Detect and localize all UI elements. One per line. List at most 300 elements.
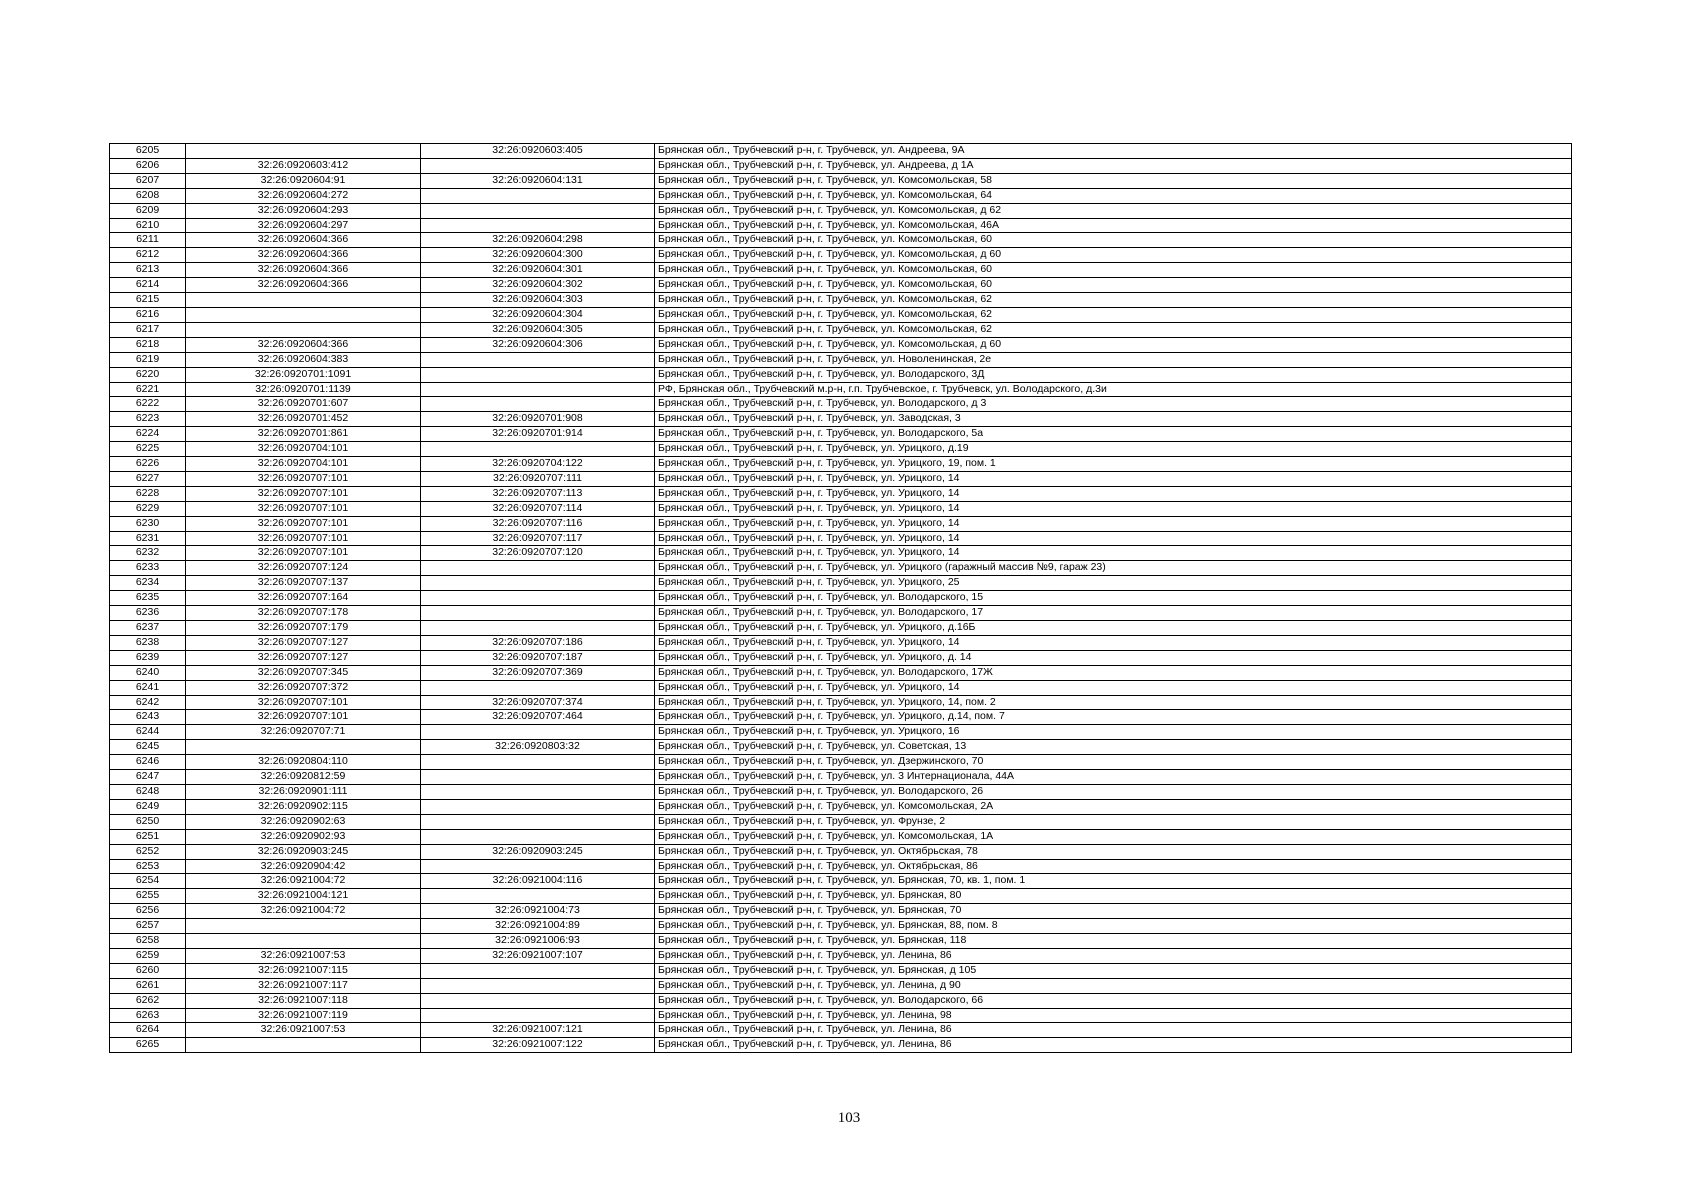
table-body bbox=[110, 144, 1572, 1053]
cadastral-number-cell: 32:26:0920707:101 bbox=[186, 695, 421, 710]
table-row bbox=[110, 948, 1572, 963]
linked-cadastral-number-cell bbox=[421, 859, 655, 874]
address-cell: Брянская обл., Трубчевский р-н, г. Трубчевск, ул. Комсомольская, 64 bbox=[655, 188, 1572, 203]
address-cell: Брянская обл., Трубчевский р-н, г. Трубчевск, ул. Урицкого, 25 bbox=[655, 576, 1572, 591]
row-number-cell: 6231 bbox=[110, 531, 186, 546]
address-cell: Брянская обл., Трубчевский р-н, г. Трубчевск, ул. Ленина, 98 bbox=[655, 1008, 1572, 1023]
linked-cadastral-number-cell: 32:26:0920701:908 bbox=[421, 412, 655, 427]
address-cell: Брянская обл., Трубчевский р-н, г. Трубчевск, ул. Урицкого, 14 bbox=[655, 531, 1572, 546]
address-cell: Брянская обл., Трубчевский р-н, г. Трубчевск, ул. Брянская, 70 bbox=[655, 904, 1572, 919]
address-cell: Брянская обл., Трубчевский р-н, г. Трубчевск, ул. Урицкого, 14 bbox=[655, 516, 1572, 531]
linked-cadastral-number-cell: 32:26:0920604:300 bbox=[421, 248, 655, 263]
linked-cadastral-number-cell bbox=[421, 829, 655, 844]
row-number-cell: 6236 bbox=[110, 606, 186, 621]
row-number-cell: 6245 bbox=[110, 740, 186, 755]
table-row bbox=[110, 650, 1572, 665]
row-number-cell: 6244 bbox=[110, 725, 186, 740]
row-number-cell: 6224 bbox=[110, 427, 186, 442]
cadastral-number-cell: 32:26:0920604:366 bbox=[186, 233, 421, 248]
address-cell: Брянская обл., Трубчевский р-н, г. Трубчевск, ул. Володарского, 17 bbox=[655, 606, 1572, 621]
cadastral-number-cell: 32:26:0920707:101 bbox=[186, 516, 421, 531]
row-number-cell: 6255 bbox=[110, 889, 186, 904]
linked-cadastral-number-cell: 32:26:0920707:374 bbox=[421, 695, 655, 710]
address-cell: Брянская обл., Трубчевский р-н, г. Трубчевск, ул. Фрунзе, 2 bbox=[655, 814, 1572, 829]
table-row bbox=[110, 516, 1572, 531]
row-number-cell: 6209 bbox=[110, 203, 186, 218]
cadastral-number-cell: 32:26:0920704:101 bbox=[186, 457, 421, 472]
cadastral-number-cell: 32:26:0920812:59 bbox=[186, 770, 421, 785]
linked-cadastral-number-cell: 32:26:0920604:131 bbox=[421, 173, 655, 188]
cadastral-number-cell: 32:26:0921007:53 bbox=[186, 1023, 421, 1038]
row-number-cell: 6219 bbox=[110, 352, 186, 367]
row-number-cell: 6235 bbox=[110, 591, 186, 606]
cadastral-number-cell: 32:26:0920604:272 bbox=[186, 188, 421, 203]
row-number-cell: 6221 bbox=[110, 382, 186, 397]
row-number-cell: 6223 bbox=[110, 412, 186, 427]
row-number-cell: 6243 bbox=[110, 710, 186, 725]
table-row bbox=[110, 814, 1572, 829]
table-row bbox=[110, 755, 1572, 770]
address-cell: Брянская обл., Трубчевский р-н, г. Трубчевск, ул. Комсомольская, д 60 bbox=[655, 337, 1572, 352]
cadastral-number-cell: 32:26:0920707:127 bbox=[186, 635, 421, 650]
cadastral-number-cell: 32:26:0920707:179 bbox=[186, 621, 421, 636]
row-number-cell: 6241 bbox=[110, 680, 186, 695]
address-cell: Брянская обл., Трубчевский р-н, г. Трубчевск, ул. Урицкого, 14, пом. 2 bbox=[655, 695, 1572, 710]
table-row bbox=[110, 591, 1572, 606]
cadastral-number-cell: 32:26:0920701:452 bbox=[186, 412, 421, 427]
cadastral-number-cell: 32:26:0921007:117 bbox=[186, 978, 421, 993]
cadastral-number-cell: 32:26:0920804:110 bbox=[186, 755, 421, 770]
table-row bbox=[110, 963, 1572, 978]
row-number-cell: 6216 bbox=[110, 307, 186, 322]
address-cell: Брянская обл., Трубчевский р-н, г. Трубчевск, ул. Комсомольская, 46А bbox=[655, 218, 1572, 233]
linked-cadastral-number-cell bbox=[421, 576, 655, 591]
table-row bbox=[110, 695, 1572, 710]
cadastral-number-cell: 32:26:0920707:101 bbox=[186, 486, 421, 501]
table-row bbox=[110, 606, 1572, 621]
cadastral-number-cell bbox=[186, 919, 421, 934]
address-cell: Брянская обл., Трубчевский р-н, г. Трубчевск, ул. Андреева, д 1А bbox=[655, 158, 1572, 173]
cadastral-number-cell: 32:26:0920604:366 bbox=[186, 278, 421, 293]
row-number-cell: 6238 bbox=[110, 635, 186, 650]
address-cell: Брянская обл., Трубчевский р-н, г. Трубчевск, ул. Володарского, 26 bbox=[655, 784, 1572, 799]
address-cell: Брянская обл., Трубчевский р-н, г. Трубчевск, ул. Советская, 13 bbox=[655, 740, 1572, 755]
table-row bbox=[110, 993, 1572, 1008]
cadastral-number-cell: 32:26:0921007:118 bbox=[186, 993, 421, 1008]
address-cell: Брянская обл., Трубчевский р-н, г. Трубчевск, ул. Урицкого, д.16Б bbox=[655, 621, 1572, 636]
linked-cadastral-number-cell: 32:26:0920903:245 bbox=[421, 844, 655, 859]
linked-cadastral-number-cell bbox=[421, 725, 655, 740]
cadastral-number-cell: 32:26:0920902:115 bbox=[186, 799, 421, 814]
cadastral-number-cell: 32:26:0920707:101 bbox=[186, 546, 421, 561]
row-number-cell: 6265 bbox=[110, 1038, 186, 1053]
linked-cadastral-number-cell: 32:26:0920604:303 bbox=[421, 293, 655, 308]
row-number-cell: 6213 bbox=[110, 263, 186, 278]
row-number-cell: 6215 bbox=[110, 293, 186, 308]
table-row bbox=[110, 337, 1572, 352]
row-number-cell: 6211 bbox=[110, 233, 186, 248]
linked-cadastral-number-cell: 32:26:0920604:298 bbox=[421, 233, 655, 248]
table-row bbox=[110, 278, 1572, 293]
address-cell: Брянская обл., Трубчевский р-н, г. Трубчевск, ул. Комсомольская, 60 bbox=[655, 263, 1572, 278]
linked-cadastral-number-cell: 32:26:0920707:117 bbox=[421, 531, 655, 546]
cadastral-number-cell: 32:26:0920701:1091 bbox=[186, 367, 421, 382]
address-cell: Брянская обл., Трубчевский р-н, г. Трубчевск, ул. Новоленинская, 2е bbox=[655, 352, 1572, 367]
cadastral-number-cell: 32:26:0920604:91 bbox=[186, 173, 421, 188]
row-number-cell: 6210 bbox=[110, 218, 186, 233]
address-cell: Брянская обл., Трубчевский р-н, г. Трубчевск, ул. Октябрьская, 86 bbox=[655, 859, 1572, 874]
table-row bbox=[110, 978, 1572, 993]
linked-cadastral-number-cell: 32:26:0920707:186 bbox=[421, 635, 655, 650]
address-cell: Брянская обл., Трубчевский р-н, г. Трубчевск, ул. 3 Интернационала, 44А bbox=[655, 770, 1572, 785]
linked-cadastral-number-cell: 32:26:0920604:305 bbox=[421, 322, 655, 337]
table-row bbox=[110, 188, 1572, 203]
cadastral-number-cell: 32:26:0920707:372 bbox=[186, 680, 421, 695]
address-cell: Брянская обл., Трубчевский р-н, г. Трубчевск, ул. Брянская, 80 bbox=[655, 889, 1572, 904]
address-cell: Брянская обл., Трубчевский р-н, г. Трубчевск, ул. Володарского, 17Ж bbox=[655, 665, 1572, 680]
address-cell: Брянская обл., Трубчевский р-н, г. Трубчевск, ул. Брянская, 88, пом. 8 bbox=[655, 919, 1572, 934]
cadastral-number-cell: 32:26:0920707:71 bbox=[186, 725, 421, 740]
address-cell: Брянская обл., Трубчевский р-н, г. Трубчевск, ул. Урицкого, 14 bbox=[655, 471, 1572, 486]
address-cell: Брянская обл., Трубчевский р-н, г. Трубчевск, ул. Комсомольская, 62 bbox=[655, 322, 1572, 337]
table-row bbox=[110, 844, 1572, 859]
row-number-cell: 6249 bbox=[110, 799, 186, 814]
row-number-cell: 6254 bbox=[110, 874, 186, 889]
table-row bbox=[110, 412, 1572, 427]
address-cell: Брянская обл., Трубчевский р-н, г. Трубчевск, ул. Брянская, 118 bbox=[655, 934, 1572, 949]
address-cell: Брянская обл., Трубчевский р-н, г. Трубчевск, ул. Володарского, 15 bbox=[655, 591, 1572, 606]
row-number-cell: 6214 bbox=[110, 278, 186, 293]
cadastral-number-cell bbox=[186, 322, 421, 337]
linked-cadastral-number-cell: 32:26:0920603:405 bbox=[421, 144, 655, 159]
cadastral-number-cell: 32:26:0921004:72 bbox=[186, 874, 421, 889]
linked-cadastral-number-cell bbox=[421, 621, 655, 636]
row-number-cell: 6225 bbox=[110, 442, 186, 457]
linked-cadastral-number-cell bbox=[421, 188, 655, 203]
linked-cadastral-number-cell: 32:26:0921006:93 bbox=[421, 934, 655, 949]
cadastral-number-cell: 32:26:0921007:53 bbox=[186, 948, 421, 963]
address-cell: Брянская обл., Трубчевский р-н, г. Трубчевск, ул. Комсомольская, 1А bbox=[655, 829, 1572, 844]
row-number-cell: 6220 bbox=[110, 367, 186, 382]
table-row bbox=[110, 367, 1572, 382]
address-cell: Брянская обл., Трубчевский р-н, г. Трубчевск, ул. Комсомольская, 58 bbox=[655, 173, 1572, 188]
cadastral-number-cell: 32:26:0920707:345 bbox=[186, 665, 421, 680]
row-number-cell: 6253 bbox=[110, 859, 186, 874]
cadastral-number-cell bbox=[186, 293, 421, 308]
linked-cadastral-number-cell bbox=[421, 680, 655, 695]
table-row bbox=[110, 1023, 1572, 1038]
row-number-cell: 6229 bbox=[110, 501, 186, 516]
address-cell: Брянская обл., Трубчевский р-н, г. Трубчевск, ул. Комсомольская, 62 bbox=[655, 293, 1572, 308]
cadastral-number-cell: 32:26:0920707:101 bbox=[186, 531, 421, 546]
address-cell: Брянская обл., Трубчевский р-н, г. Трубчевск, ул. Урицкого, 14 bbox=[655, 635, 1572, 650]
cadastral-number-cell: 32:26:0920707:101 bbox=[186, 710, 421, 725]
address-cell: Брянская обл., Трубчевский р-н, г. Трубчевск, ул. Урицкого, д.19 bbox=[655, 442, 1572, 457]
row-number-cell: 6252 bbox=[110, 844, 186, 859]
row-number-cell: 6240 bbox=[110, 665, 186, 680]
cadastral-number-cell: 32:26:0920707:124 bbox=[186, 561, 421, 576]
address-cell: Брянская обл., Трубчевский р-н, г. Трубчевск, ул. Комсомольская, 60 bbox=[655, 278, 1572, 293]
linked-cadastral-number-cell bbox=[421, 591, 655, 606]
table-row bbox=[110, 293, 1572, 308]
table-row bbox=[110, 397, 1572, 412]
cadastral-number-cell: 32:26:0920707:101 bbox=[186, 471, 421, 486]
address-cell: Брянская обл., Трубчевский р-н, г. Трубчевск, ул. Заводская, 3 bbox=[655, 412, 1572, 427]
cadastral-number-cell: 32:26:0920904:42 bbox=[186, 859, 421, 874]
cadastral-number-cell: 32:26:0920604:293 bbox=[186, 203, 421, 218]
address-cell: Брянская обл., Трубчевский р-н, г. Трубчевск, ул. Дзержинского, 70 bbox=[655, 755, 1572, 770]
address-cell: Брянская обл., Трубчевский р-н, г. Трубчевск, ул. Урицкого, д. 14 bbox=[655, 650, 1572, 665]
address-cell: Брянская обл., Трубчевский р-н, г. Трубчевск, ул. Ленина, 86 bbox=[655, 1023, 1572, 1038]
row-number-cell: 6226 bbox=[110, 457, 186, 472]
cadastral-number-cell: 32:26:0921004:121 bbox=[186, 889, 421, 904]
table-row bbox=[110, 740, 1572, 755]
linked-cadastral-number-cell: 32:26:0920707:187 bbox=[421, 650, 655, 665]
table-row bbox=[110, 1038, 1572, 1053]
table-row bbox=[110, 471, 1572, 486]
address-cell: Брянская обл., Трубчевский р-н, г. Трубчевск, ул. Володарского, 5а bbox=[655, 427, 1572, 442]
row-number-cell: 6232 bbox=[110, 546, 186, 561]
table-row bbox=[110, 352, 1572, 367]
address-cell: Брянская обл., Трубчевский р-н, г. Трубчевск, ул. Володарского, 3Д bbox=[655, 367, 1572, 382]
table-row bbox=[110, 322, 1572, 337]
table-row bbox=[110, 680, 1572, 695]
row-number-cell: 6261 bbox=[110, 978, 186, 993]
address-cell: Брянская обл., Трубчевский р-н, г. Трубчевск, ул. Брянская, 70, кв. 1, пом. 1 bbox=[655, 874, 1572, 889]
table-row bbox=[110, 203, 1572, 218]
row-number-cell: 6212 bbox=[110, 248, 186, 263]
row-number-cell: 6234 bbox=[110, 576, 186, 591]
cadastral-number-cell: 32:26:0920604:383 bbox=[186, 352, 421, 367]
cadastral-number-cell: 32:26:0920707:127 bbox=[186, 650, 421, 665]
address-cell: Брянская обл., Трубчевский р-н, г. Трубчевск, ул. Урицкого, 14 bbox=[655, 486, 1572, 501]
table-row bbox=[110, 501, 1572, 516]
table-row bbox=[110, 1008, 1572, 1023]
table-row bbox=[110, 531, 1572, 546]
cadastral-number-cell: 32:26:0920604:366 bbox=[186, 248, 421, 263]
linked-cadastral-number-cell bbox=[421, 442, 655, 457]
linked-cadastral-number-cell bbox=[421, 203, 655, 218]
linked-cadastral-number-cell: 32:26:0920707:116 bbox=[421, 516, 655, 531]
linked-cadastral-number-cell: 32:26:0920707:111 bbox=[421, 471, 655, 486]
cadastral-number-cell: 32:26:0921004:72 bbox=[186, 904, 421, 919]
row-number-cell: 6233 bbox=[110, 561, 186, 576]
row-number-cell: 6208 bbox=[110, 188, 186, 203]
address-cell: Брянская обл., Трубчевский р-н, г. Трубчевск, ул. Урицкого, 14 bbox=[655, 546, 1572, 561]
linked-cadastral-number-cell bbox=[421, 218, 655, 233]
cadastral-number-cell bbox=[186, 740, 421, 755]
cadastral-number-cell: 32:26:0920701:861 bbox=[186, 427, 421, 442]
row-number-cell: 6228 bbox=[110, 486, 186, 501]
linked-cadastral-number-cell: 32:26:0920707:464 bbox=[421, 710, 655, 725]
row-number-cell: 6257 bbox=[110, 919, 186, 934]
address-cell: Брянская обл., Трубчевский р-н, г. Трубчевск, ул. Комсомольская, 62 bbox=[655, 307, 1572, 322]
row-number-cell: 6205 bbox=[110, 144, 186, 159]
linked-cadastral-number-cell: 32:26:0920707:120 bbox=[421, 546, 655, 561]
cadastral-number-cell bbox=[186, 144, 421, 159]
address-cell: Брянская обл., Трубчевский р-н, г. Трубчевск, ул. Урицкого, д.14, пом. 7 bbox=[655, 710, 1572, 725]
address-cell: Брянская обл., Трубчевский р-н, г. Трубчевск, ул. Ленина, 86 bbox=[655, 948, 1572, 963]
cadastral-number-cell: 32:26:0920902:93 bbox=[186, 829, 421, 844]
table-row bbox=[110, 635, 1572, 650]
table-row bbox=[110, 904, 1572, 919]
table-row bbox=[110, 725, 1572, 740]
row-number-cell: 6258 bbox=[110, 934, 186, 949]
table-row bbox=[110, 889, 1572, 904]
row-number-cell: 6259 bbox=[110, 948, 186, 963]
address-cell: Брянская обл., Трубчевский р-н, г. Трубчевск, ул. Володарского, 66 bbox=[655, 993, 1572, 1008]
cadastral-number-cell bbox=[186, 307, 421, 322]
table-row bbox=[110, 546, 1572, 561]
linked-cadastral-number-cell bbox=[421, 770, 655, 785]
linked-cadastral-number-cell bbox=[421, 1008, 655, 1023]
address-cell: Брянская обл., Трубчевский р-н, г. Трубчевск, ул. Ленина, 86 bbox=[655, 1038, 1572, 1053]
linked-cadastral-number-cell bbox=[421, 606, 655, 621]
linked-cadastral-number-cell: 32:26:0920803:32 bbox=[421, 740, 655, 755]
linked-cadastral-number-cell: 32:26:0920707:369 bbox=[421, 665, 655, 680]
address-cell: Брянская обл., Трубчевский р-н, г. Трубчевск, ул. Урицкого, 14 bbox=[655, 680, 1572, 695]
property-registry-table bbox=[109, 143, 1572, 1053]
table-row bbox=[110, 457, 1572, 472]
table-row bbox=[110, 621, 1572, 636]
address-cell: РФ, Брянская обл., Трубчевский м.р-н, г.п. Трубчевское, г. Трубчевск, ул. Володарского, д.3и bbox=[655, 382, 1572, 397]
address-cell: Брянская обл., Трубчевский р-н, г. Трубчевск, ул. Комсомольская, д 62 bbox=[655, 203, 1572, 218]
linked-cadastral-number-cell bbox=[421, 963, 655, 978]
table-row bbox=[110, 233, 1572, 248]
cadastral-number-cell: 32:26:0920701:607 bbox=[186, 397, 421, 412]
table-row bbox=[110, 576, 1572, 591]
address-cell: Брянская обл., Трубчевский р-н, г. Трубчевск, ул. Брянская, д 105 bbox=[655, 963, 1572, 978]
linked-cadastral-number-cell bbox=[421, 978, 655, 993]
cadastral-number-cell: 32:26:0920707:137 bbox=[186, 576, 421, 591]
table-row bbox=[110, 486, 1572, 501]
row-number-cell: 6262 bbox=[110, 993, 186, 1008]
linked-cadastral-number-cell bbox=[421, 784, 655, 799]
linked-cadastral-number-cell bbox=[421, 367, 655, 382]
row-number-cell: 6250 bbox=[110, 814, 186, 829]
cadastral-number-cell: 32:26:0920701:1139 bbox=[186, 382, 421, 397]
address-cell: Брянская обл., Трубчевский р-н, г. Трубчевск, ул. Володарского, д 3 bbox=[655, 397, 1572, 412]
linked-cadastral-number-cell: 32:26:0921007:107 bbox=[421, 948, 655, 963]
cadastral-number-cell: 32:26:0920604:366 bbox=[186, 337, 421, 352]
table-row bbox=[110, 934, 1572, 949]
linked-cadastral-number-cell bbox=[421, 799, 655, 814]
linked-cadastral-number-cell: 32:26:0921004:116 bbox=[421, 874, 655, 889]
cadastral-number-cell: 32:26:0920707:164 bbox=[186, 591, 421, 606]
row-number-cell: 6242 bbox=[110, 695, 186, 710]
table-row bbox=[110, 859, 1572, 874]
row-number-cell: 6247 bbox=[110, 770, 186, 785]
address-cell: Брянская обл., Трубчевский р-н, г. Трубчевск, ул. Урицкого, 14 bbox=[655, 501, 1572, 516]
linked-cadastral-number-cell: 32:26:0920707:113 bbox=[421, 486, 655, 501]
table-row bbox=[110, 427, 1572, 442]
cadastral-number-cell: 32:26:0920903:245 bbox=[186, 844, 421, 859]
table-row bbox=[110, 561, 1572, 576]
linked-cadastral-number-cell: 32:26:0920604:304 bbox=[421, 307, 655, 322]
table-row bbox=[110, 770, 1572, 785]
cadastral-number-cell: 32:26:0920603:412 bbox=[186, 158, 421, 173]
table-row bbox=[110, 442, 1572, 457]
row-number-cell: 6218 bbox=[110, 337, 186, 352]
row-number-cell: 6230 bbox=[110, 516, 186, 531]
address-cell: Брянская обл., Трубчевский р-н, г. Трубчевск, ул. Урицкого, 16 bbox=[655, 725, 1572, 740]
address-cell: Брянская обл., Трубчевский р-н, г. Трубчевск, ул. Урицкого (гаражный массив №9, гараж 23) bbox=[655, 561, 1572, 576]
linked-cadastral-number-cell: 32:26:0920604:301 bbox=[421, 263, 655, 278]
address-cell: Брянская обл., Трубчевский р-н, г. Трубчевск, ул. Урицкого, 19, пом. 1 bbox=[655, 457, 1572, 472]
cadastral-number-cell: 32:26:0921007:119 bbox=[186, 1008, 421, 1023]
linked-cadastral-number-cell bbox=[421, 352, 655, 367]
row-number-cell: 6239 bbox=[110, 650, 186, 665]
table-row bbox=[110, 144, 1572, 159]
row-number-cell: 6248 bbox=[110, 784, 186, 799]
table-row bbox=[110, 799, 1572, 814]
linked-cadastral-number-cell bbox=[421, 397, 655, 412]
page-number: 103 bbox=[837, 1110, 861, 1126]
table-row bbox=[110, 665, 1572, 680]
address-cell: Брянская обл., Трубчевский р-н, г. Трубчевск, ул. Октябрьская, 78 bbox=[655, 844, 1572, 859]
address-cell: Брянская обл., Трубчевский р-н, г. Трубчевск, ул. Комсомольская, 2А bbox=[655, 799, 1572, 814]
address-cell: Брянская обл., Трубчевский р-н, г. Трубчевск, ул. Андреева, 9А bbox=[655, 144, 1572, 159]
row-number-cell: 6246 bbox=[110, 755, 186, 770]
linked-cadastral-number-cell: 32:26:0921007:122 bbox=[421, 1038, 655, 1053]
cadastral-number-cell: 32:26:0920902:63 bbox=[186, 814, 421, 829]
table-row bbox=[110, 248, 1572, 263]
table-row bbox=[110, 829, 1572, 844]
row-number-cell: 6217 bbox=[110, 322, 186, 337]
linked-cadastral-number-cell: 32:26:0921004:73 bbox=[421, 904, 655, 919]
linked-cadastral-number-cell bbox=[421, 755, 655, 770]
linked-cadastral-number-cell: 32:26:0920707:114 bbox=[421, 501, 655, 516]
cadastral-number-cell bbox=[186, 1038, 421, 1053]
row-number-cell: 6207 bbox=[110, 173, 186, 188]
address-cell: Брянская обл., Трубчевский р-н, г. Трубчевск, ул. Ленина, д 90 bbox=[655, 978, 1572, 993]
linked-cadastral-number-cell bbox=[421, 158, 655, 173]
table-row bbox=[110, 874, 1572, 889]
table-row bbox=[110, 218, 1572, 233]
linked-cadastral-number-cell: 32:26:0920701:914 bbox=[421, 427, 655, 442]
cadastral-number-cell: 32:26:0920604:297 bbox=[186, 218, 421, 233]
row-number-cell: 6237 bbox=[110, 621, 186, 636]
linked-cadastral-number-cell bbox=[421, 993, 655, 1008]
cadastral-number-cell: 32:26:0920704:101 bbox=[186, 442, 421, 457]
linked-cadastral-number-cell bbox=[421, 814, 655, 829]
table-row bbox=[110, 158, 1572, 173]
cadastral-number-cell bbox=[186, 934, 421, 949]
cadastral-number-cell: 32:26:0920604:366 bbox=[186, 263, 421, 278]
row-number-cell: 6264 bbox=[110, 1023, 186, 1038]
linked-cadastral-number-cell bbox=[421, 561, 655, 576]
row-number-cell: 6222 bbox=[110, 397, 186, 412]
linked-cadastral-number-cell: 32:26:0920604:302 bbox=[421, 278, 655, 293]
linked-cadastral-number-cell: 32:26:0921004:89 bbox=[421, 919, 655, 934]
linked-cadastral-number-cell: 32:26:0921007:121 bbox=[421, 1023, 655, 1038]
linked-cadastral-number-cell: 32:26:0920604:306 bbox=[421, 337, 655, 352]
cadastral-number-cell: 32:26:0920901:111 bbox=[186, 784, 421, 799]
cadastral-number-cell: 32:26:0920707:101 bbox=[186, 501, 421, 516]
row-number-cell: 6260 bbox=[110, 963, 186, 978]
cadastral-number-cell: 32:26:0921007:115 bbox=[186, 963, 421, 978]
linked-cadastral-number-cell bbox=[421, 889, 655, 904]
table-row bbox=[110, 784, 1572, 799]
row-number-cell: 6251 bbox=[110, 829, 186, 844]
address-cell: Брянская обл., Трубчевский р-н, г. Трубчевск, ул. Комсомольская, 60 bbox=[655, 233, 1572, 248]
table-row bbox=[110, 382, 1572, 397]
table-row bbox=[110, 307, 1572, 322]
table-row bbox=[110, 919, 1572, 934]
cadastral-number-cell: 32:26:0920707:178 bbox=[186, 606, 421, 621]
table-row bbox=[110, 263, 1572, 278]
row-number-cell: 6206 bbox=[110, 158, 186, 173]
